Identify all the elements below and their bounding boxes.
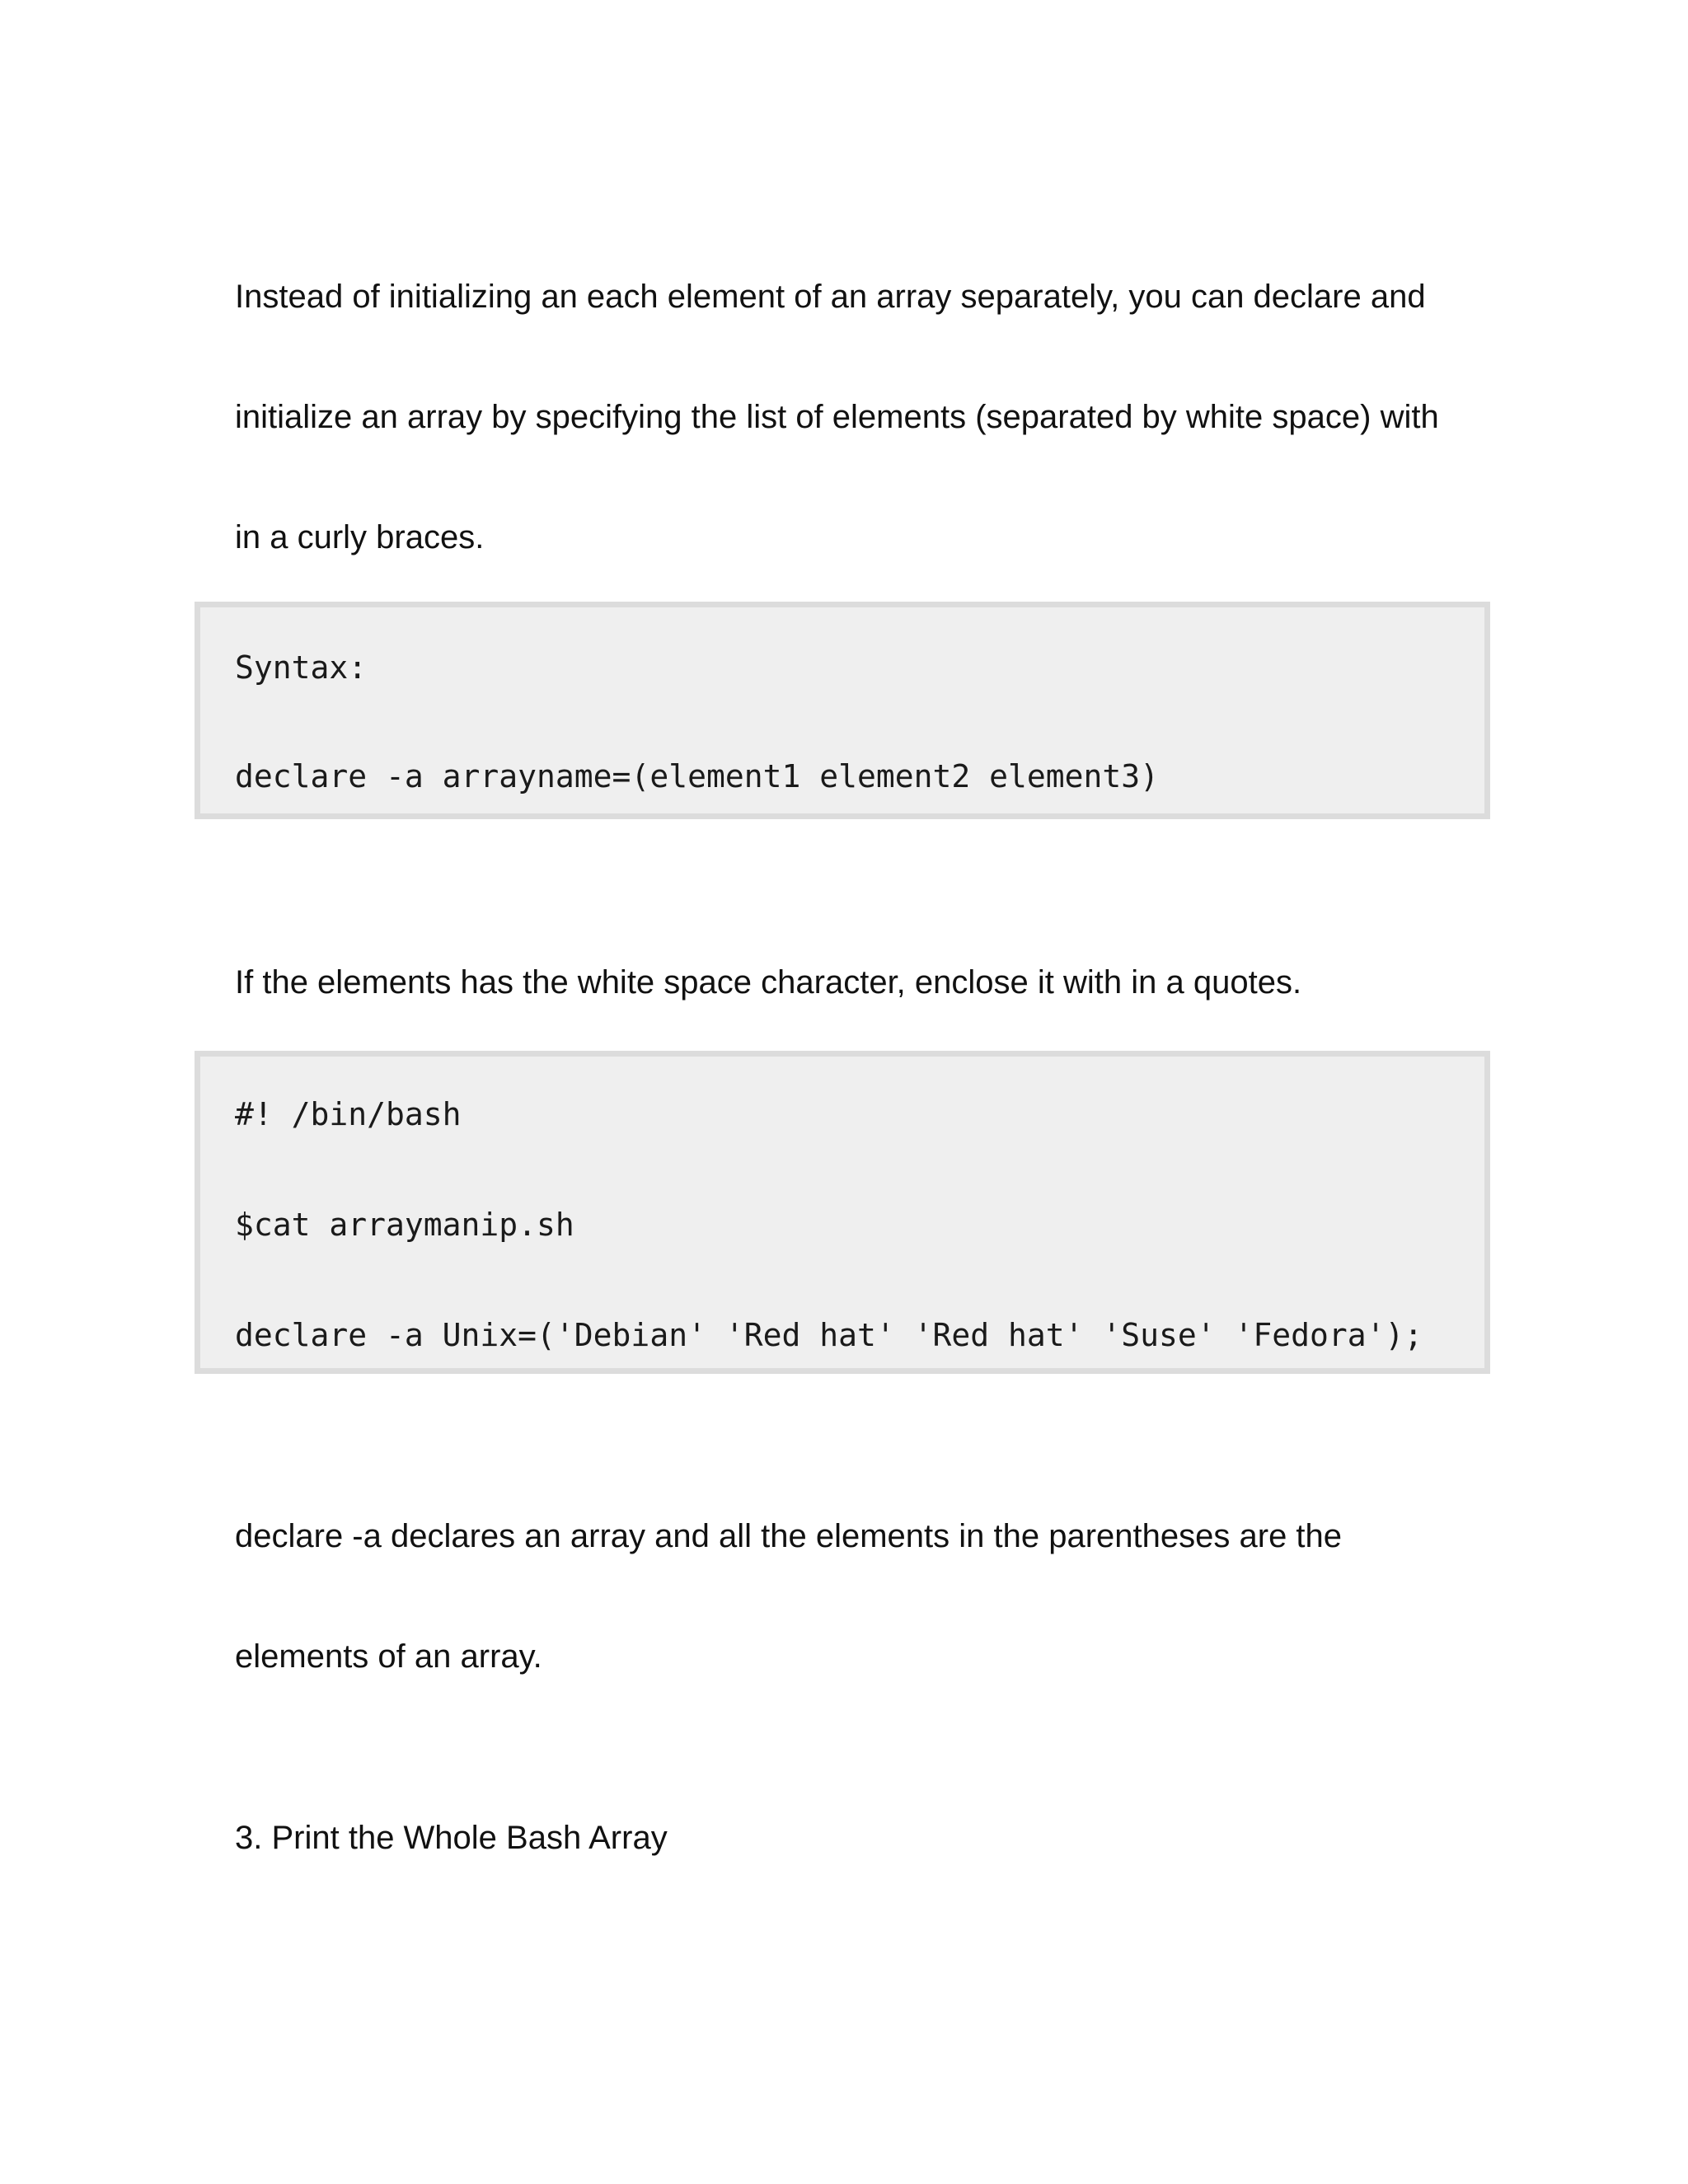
section-heading: 3. Print the Whole Bash Array (235, 1820, 668, 1856)
code-block-syntax (195, 602, 1490, 819)
code-line: declare -a arrayname=(element1 element2 element3) (235, 758, 1160, 794)
paragraph-line: elements of an array. (235, 1638, 542, 1675)
paragraph-line: initialize an array by specifying the list of elements (separated by white space) with (235, 399, 1439, 435)
code-line: declare -a Unix=('Debian' 'Red hat' 'Red hat' 'Suse' 'Fedora'); (235, 1317, 1423, 1353)
code-line: Syntax: (235, 649, 368, 686)
paragraph-line: in a curly braces. (235, 519, 485, 555)
code-line: #! /bin/bash (235, 1096, 462, 1132)
code-line: $cat arraymanip.sh (235, 1207, 574, 1243)
paragraph-line: Instead of initializing an each element of an array separately, you can declare and (235, 279, 1426, 315)
code-block-script (195, 1051, 1490, 1374)
paragraph-line: declare -a declares an array and all the elements in the parentheses are the (235, 1518, 1343, 1554)
paragraph-line: If the elements has the white space character, enclose it with in a quotes. (235, 964, 1302, 1001)
